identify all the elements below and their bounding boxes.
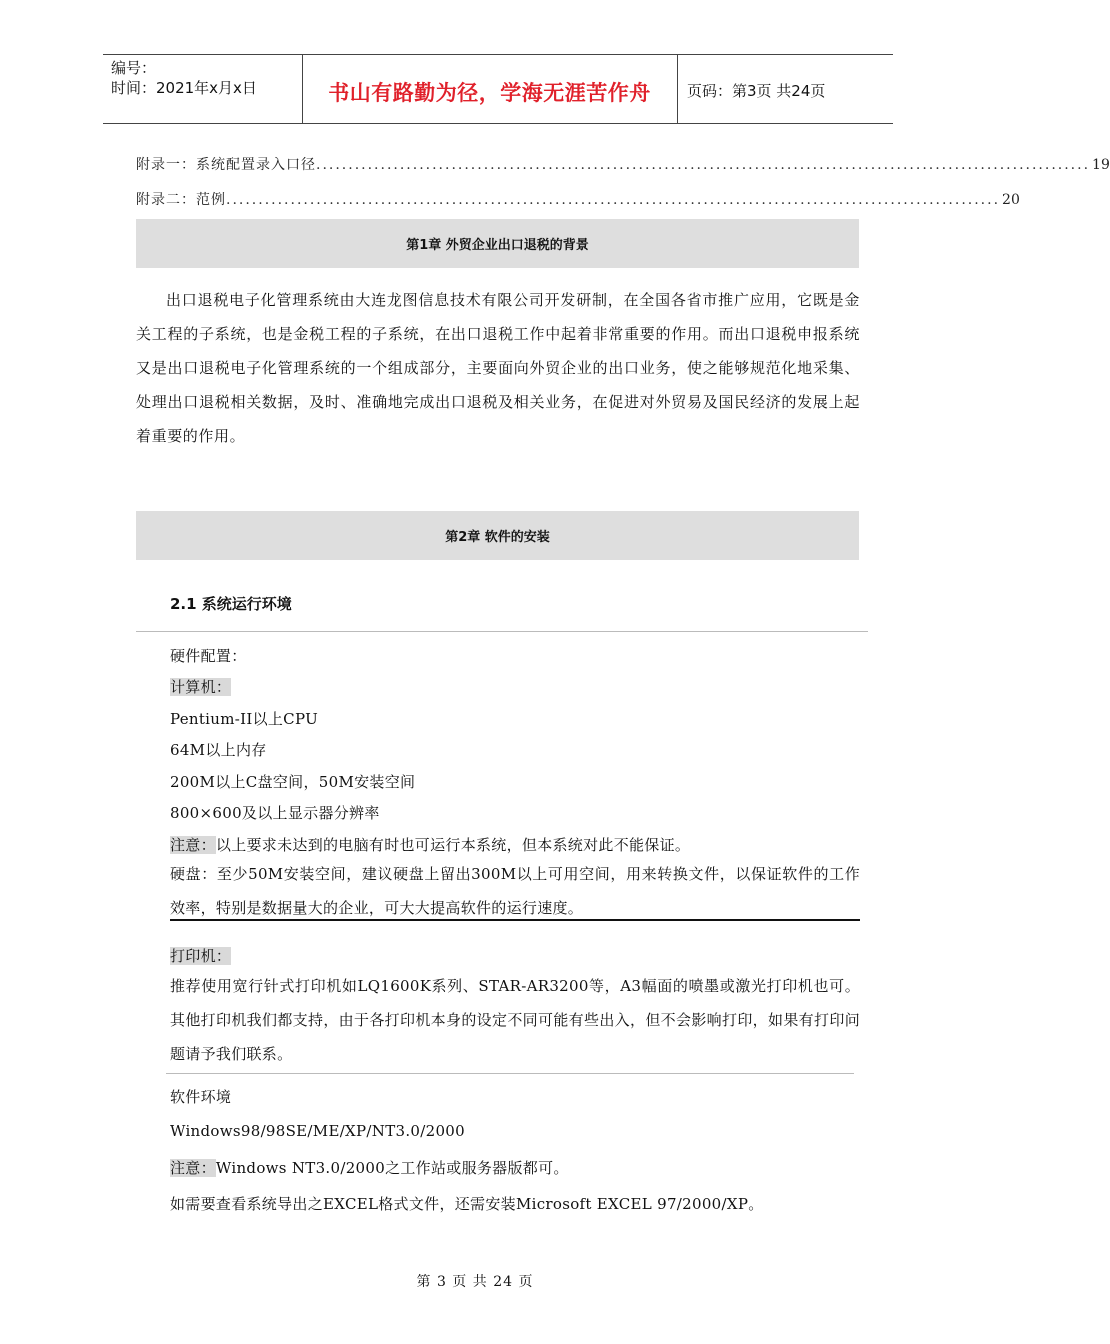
software-heading: 软件环境 — [170, 1088, 232, 1106]
toc-leader-dots: ........................................................................................................................ — [226, 192, 1001, 208]
note-label: 注意： — [170, 1159, 216, 1177]
note-line — [170, 834, 690, 855]
divider — [136, 631, 868, 632]
chapter-1-paragraph: 出口退税电子化管理系统由大连龙图信息技术有限公司开发研制，在全国各省市推广应用，它既是金关工程的子系统，也是金税工程的子系统，在出口退税工作中起着非常重要的作用。而出口退税申报系统又是出口退税电子化管理系统的一个组成部分，主要面向外贸企业的出口业务，使之能够规范化地采集、处理出口退税相关数据，及时、准确地完成出口退税及相关业务，在促进对外贸易及国民经济的发展上起着重要的作用。 — [136, 291, 860, 445]
chapter-1-heading: 第1章 外贸企业出口退税的背景 — [136, 219, 859, 268]
note-label: 注意： — [170, 836, 216, 854]
note-line — [170, 1157, 569, 1178]
toc-leader-dots: ........................................................................................................................ — [316, 157, 1091, 173]
note-text: 以上要求未达到的电脑有时也可运行本系统，但本系统对此不能保证。 — [215, 836, 691, 854]
toc-entry[interactable] — [136, 189, 1020, 209]
header-motto: 书山有路勤为径，学海无涯苦作舟 — [328, 81, 651, 105]
software-os: Windows98/98SE/ME/XP/NT3.0/2000 — [170, 1122, 465, 1140]
toc-entry-page: 20 — [1002, 192, 1020, 208]
divider — [170, 919, 860, 921]
document-time-label: 时间：2021年x月x日 — [111, 79, 257, 97]
computer-item: Pentium-II以上CPU — [170, 710, 319, 728]
header-meta — [111, 58, 257, 98]
excel-requirement: 如需要查看系统导出之EXCEL格式文件，还需安装Microsoft EXCEL 97/2000/XP。 — [170, 1195, 764, 1213]
computer-label — [170, 676, 231, 697]
note-text: Windows NT3.0/2000之工作站或服务器版都可。 — [215, 1159, 569, 1177]
toc-entry[interactable] — [136, 154, 1110, 174]
computer-item: 200M以上C盘空间，50M安装空间 — [170, 773, 416, 791]
header-page-label: 页码：第3页 共24页 — [687, 82, 826, 100]
hardware-heading: 硬件配置： — [170, 647, 247, 665]
section-title: 2.1 系统运行环境 — [170, 595, 292, 613]
disk-requirement: 硬盘：至少50M安装空间，建议硬盘上留出300M以上可用空间，用来转换文件，以保证软件的工作效率，特别是数据量大的企业，可大大提高软件的运行速度。 — [170, 865, 860, 917]
toc-entry-label: 附录二：范例 — [136, 192, 226, 208]
printer-requirement: 推荐使用宽行针式打印机如LQ1600K系列、STAR-AR3200等，A3幅面的喷墨或激光打印机也可。其他打印机我们都支持，由于各打印机本身的设定不同可能有些出入，但不会影响打印，如果有打印问题请予我们联系。 — [170, 977, 860, 1063]
page-footer: 第 3 页 共 24 页 — [416, 1274, 534, 1290]
printer-label — [170, 945, 231, 966]
computer-item: 800×600及以上显示器分辨率 — [170, 804, 380, 822]
toc-entry-label: 附录一：系统配置录入口径 — [136, 157, 316, 173]
chapter-2-heading: 第2章 软件的安装 — [136, 511, 859, 560]
toc-entry-page: 19 — [1092, 157, 1110, 173]
printer-label-text: 打印机： — [170, 947, 232, 965]
page-header — [103, 54, 893, 124]
header-divider — [677, 55, 678, 123]
document-number-label: 编号： — [111, 59, 157, 77]
computer-label-text: 计算机： — [170, 678, 232, 696]
computer-item: 64M以上内存 — [170, 741, 267, 759]
divider — [166, 1073, 854, 1074]
